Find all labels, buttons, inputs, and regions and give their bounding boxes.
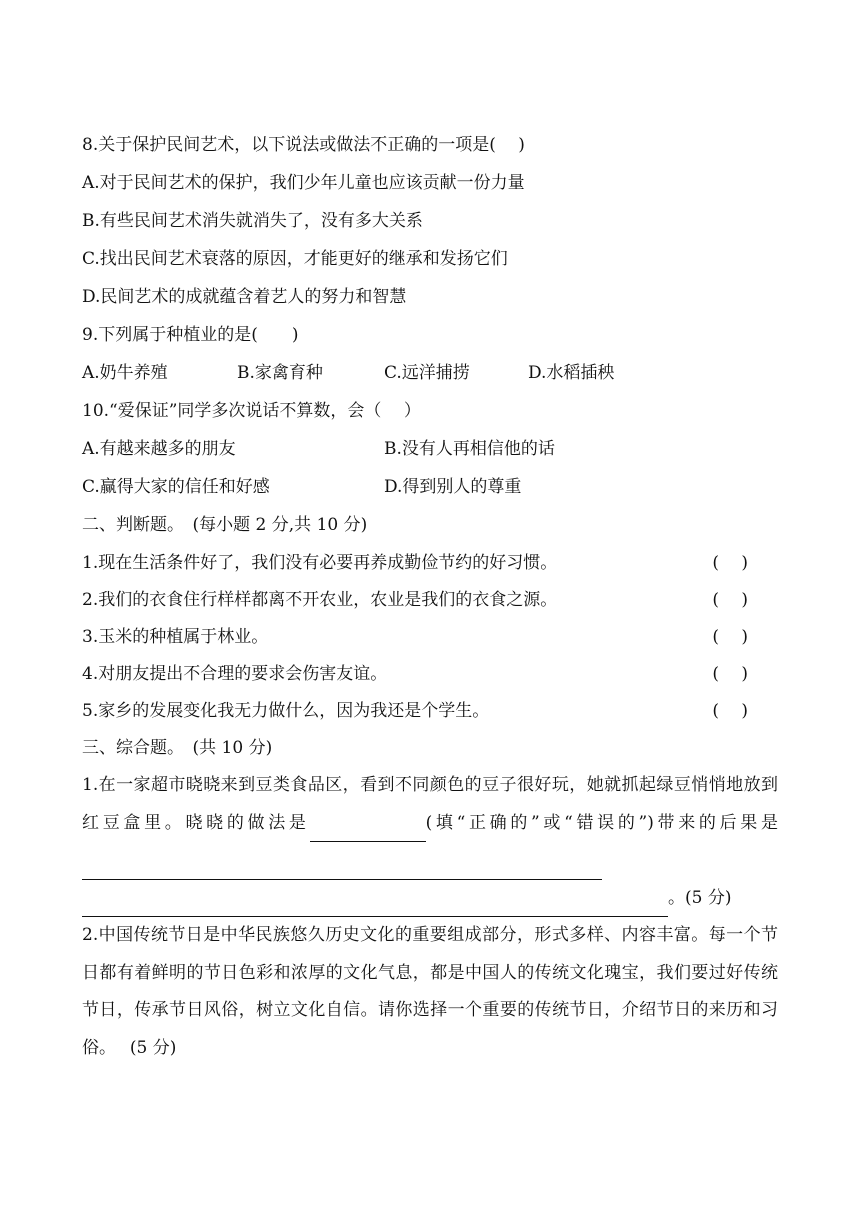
judge-item — [82, 624, 778, 650]
judge-item — [82, 661, 778, 687]
answer-parentheses: ( ) — [712, 590, 748, 610]
comp-q1-text-2: (填“正确的”或“错误的”)带来的后果是 — [425, 812, 779, 833]
section-judge-heading: 二、判断题。 (每小题 2 分,共 10 分) — [82, 515, 368, 535]
answer-parentheses: ( ) — [712, 553, 748, 573]
q8-stem: 8.关于保护民间艺术，以下说法或做法不正确的一项是( ) — [82, 135, 525, 155]
q9-option-b: B.家禽育种 — [237, 363, 323, 383]
q8-option-d: D.民间艺术的成就蕴含着艺人的努力和智慧 — [82, 287, 407, 307]
q9-option-d: D.水稻插秧 — [528, 363, 615, 383]
q10-option-c: C.赢得大家的信任和好感 — [82, 477, 270, 497]
q9-stem: 9.下列属于种植业的是( ) — [82, 325, 299, 345]
judge-item-text: 1.现在生活条件好了，我们没有必要再养成勤俭节约的好习惯。 — [82, 553, 558, 573]
answer-parentheses: ( ) — [712, 664, 748, 684]
judge-item-text: 5.家乡的发展变化我无力做什么，因为我还是个学生。 — [82, 701, 490, 721]
q8-option-c: C.找出民间艺术衰落的原因，才能更好的继承和发扬它们 — [82, 249, 508, 269]
judge-item — [82, 550, 778, 576]
q10-option-a: A.有越来越多的朋友 — [82, 439, 236, 459]
comp-q1-text: 1.在一家超市晓晓来到豆类食品区，看到不同颜色的豆子很好玩，她就抓起绿豆悄悄地放到红豆盒里。晓晓的做法是 — [82, 775, 778, 833]
q9-option-c: C.远洋捕捞 — [384, 363, 470, 383]
judge-item-text: 4.对朋友提出不合理的要求会伤害友谊。 — [82, 664, 388, 684]
answer-blank[interactable] — [82, 859, 602, 880]
comp-question-2: 2.中国传统节日是中华民族悠久历史文化的重要组成部分，形式多样、内容丰富。每一个节日都有着鲜明的节日色彩和浓厚的文化气息，都是中国人的传统文化瑰宝，我们要过好传统节日，传承节日风俗，树立文化自信。请你选择一个重要的传统节日，介绍节日的来历和习俗。 (5 分) — [82, 925, 778, 1058]
answer-parentheses: ( ) — [712, 627, 748, 647]
q10-stem: 10.“爱保证”同学多次说话不算数，会（ ） — [82, 401, 421, 421]
judge-item — [82, 698, 778, 724]
q8-option-b: B.有些民间艺术消失就消失了，没有多大关系 — [82, 211, 423, 231]
q8-option-a: A.对于民间艺术的保护，我们少年儿童也应该贡献一份力量 — [82, 173, 525, 193]
answer-blank[interactable] — [310, 821, 426, 842]
answer-parentheses: ( ) — [712, 701, 748, 721]
q9-option-a: A.奶牛养殖 — [82, 363, 168, 383]
answer-blank[interactable] — [82, 896, 668, 917]
judge-item-text: 3.玉米的种植属于林业。 — [82, 627, 269, 647]
judge-item-text: 2.我们的衣食住行样样都离不开农业，农业是我们的衣食之源。 — [82, 590, 558, 610]
section-comprehensive-heading: 三、综合题。 (共 10 分) — [82, 738, 273, 758]
q10-option-d: D.得到别人的尊重 — [384, 477, 522, 497]
judge-item — [82, 587, 778, 613]
comp-q1-points: 。(5 分) — [668, 887, 732, 908]
comp-question-1 — [82, 767, 778, 917]
q10-option-b: B.没有人再相信他的话 — [384, 439, 555, 459]
